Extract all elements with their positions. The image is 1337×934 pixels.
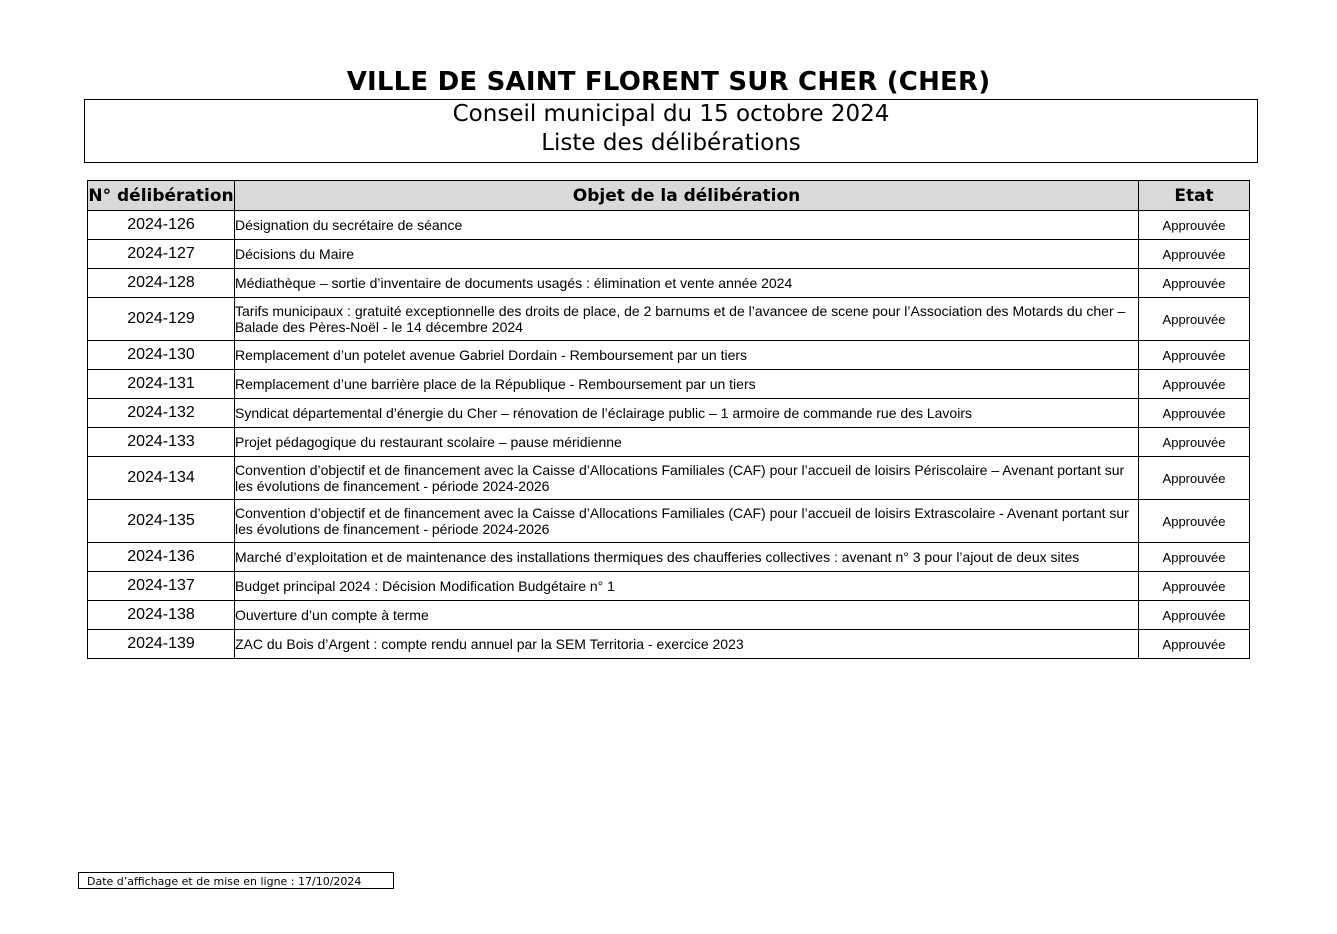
- table-row: [88, 399, 1250, 428]
- deliberation-status: Approuvée: [1139, 370, 1250, 399]
- table-row: [88, 572, 1250, 601]
- table-row: [88, 298, 1250, 341]
- deliberation-object: Ouverture d’un compte à terme: [235, 601, 1139, 630]
- table-row: [88, 370, 1250, 399]
- deliberation-status: Approuvée: [1139, 543, 1250, 572]
- deliberation-status: Approuvée: [1139, 500, 1250, 543]
- page-title: VILLE DE SAINT FLORENT SUR CHER (CHER): [346, 67, 991, 97]
- deliberation-number: 2024-128: [88, 269, 235, 298]
- deliberation-status: Approuvée: [1139, 630, 1250, 659]
- deliberation-object: Budget principal 2024 : Décision Modification Budgétaire n° 1: [235, 572, 1139, 601]
- table-row: [88, 500, 1250, 543]
- column-header-status: Etat: [1139, 181, 1250, 211]
- table-row: [88, 269, 1250, 298]
- table-row: [88, 341, 1250, 370]
- deliberation-status: Approuvée: [1139, 572, 1250, 601]
- table-row: [88, 240, 1250, 269]
- deliberation-number: 2024-127: [88, 240, 235, 269]
- deliberation-number: 2024-132: [88, 399, 235, 428]
- deliberation-number: 2024-131: [88, 370, 235, 399]
- posting-date-box: Date d’affichage et de mise en ligne : 17/10/2024: [78, 872, 394, 889]
- council-date-line: Conseil municipal du 15 octobre 2024: [452, 101, 890, 127]
- deliberation-object: Projet pédagogique du restaurant scolaire – pause méridienne: [235, 428, 1139, 457]
- deliberation-number: 2024-134: [88, 457, 235, 500]
- table-header-row: [88, 181, 1250, 211]
- deliberations-table: [87, 180, 1250, 659]
- deliberation-object: Désignation du secrétaire de séance: [235, 211, 1139, 240]
- deliberation-status: Approuvée: [1139, 240, 1250, 269]
- deliberation-status: Approuvée: [1139, 399, 1250, 428]
- deliberation-status: Approuvée: [1139, 601, 1250, 630]
- deliberation-status: Approuvée: [1139, 298, 1250, 341]
- deliberation-object: Syndicat départemental d’énergie du Cher – rénovation de l’éclairage public – 1 armoire de commande rue des Lavoirs: [235, 399, 1139, 428]
- table-row: [88, 601, 1250, 630]
- column-header-object: Objet de la délibération: [235, 181, 1139, 211]
- table-row: [88, 457, 1250, 500]
- deliberation-number: 2024-130: [88, 341, 235, 370]
- deliberation-number: 2024-138: [88, 601, 235, 630]
- table-row: [88, 543, 1250, 572]
- deliberation-object: ZAC du Bois d’Argent : compte rendu annuel par la SEM Territoria - exercice 2023: [235, 630, 1139, 659]
- table-row: [88, 630, 1250, 659]
- column-header-number: N° délibération: [88, 181, 235, 211]
- deliberation-number: 2024-133: [88, 428, 235, 457]
- deliberation-object: Décisions du Maire: [235, 240, 1139, 269]
- deliberation-number: 2024-139: [88, 630, 235, 659]
- subtitle-box: [84, 99, 1258, 163]
- deliberation-object: Convention d’objectif et de financement avec la Caisse d’Allocations Familiales (CAF) pour l’accueil de loisirs Périscolaire – Avenant portant sur les évolutions de financement - période 2024-2026: [235, 457, 1139, 500]
- deliberation-object: Tarifs municipaux : gratuité exceptionnelle des droits de place, de 2 barnums et de l’avancee de scene pour l’Association des Motards du cher – Balade des Pères-Noël - le 14 décembre 2024: [235, 298, 1139, 341]
- deliberation-status: Approuvée: [1139, 269, 1250, 298]
- table-row: [88, 428, 1250, 457]
- deliberation-status: Approuvée: [1139, 457, 1250, 500]
- deliberation-status: Approuvée: [1139, 341, 1250, 370]
- list-title-line: Liste des délibérations: [541, 130, 801, 156]
- deliberation-status: Approuvée: [1139, 428, 1250, 457]
- deliberation-object: Marché d’exploitation et de maintenance des installations thermiques des chaufferies collectives : avenant n° 3 pour l’ajout de deux sites: [235, 543, 1139, 572]
- deliberation-object: Remplacement d’un potelet avenue Gabriel Dordain - Remboursement par un tiers: [235, 341, 1139, 370]
- deliberation-object: Convention d’objectif et de financement avec la Caisse d’Allocations Familiales (CAF) pour l’accueil de loisirs Extrascolaire - Avenant portant sur les évolutions de financement - période 2024-2026: [235, 500, 1139, 543]
- deliberation-object: Médiathèque – sortie d’inventaire de documents usagés : élimination et vente année 2024: [235, 269, 1139, 298]
- table-row: [88, 211, 1250, 240]
- deliberation-object: Remplacement d’une barrière place de la République - Remboursement par un tiers: [235, 370, 1139, 399]
- deliberation-number: 2024-129: [88, 298, 235, 341]
- deliberation-number: 2024-135: [88, 500, 235, 543]
- deliberation-status: Approuvée: [1139, 211, 1250, 240]
- deliberation-number: 2024-136: [88, 543, 235, 572]
- deliberation-number: 2024-126: [88, 211, 235, 240]
- deliberation-number: 2024-137: [88, 572, 235, 601]
